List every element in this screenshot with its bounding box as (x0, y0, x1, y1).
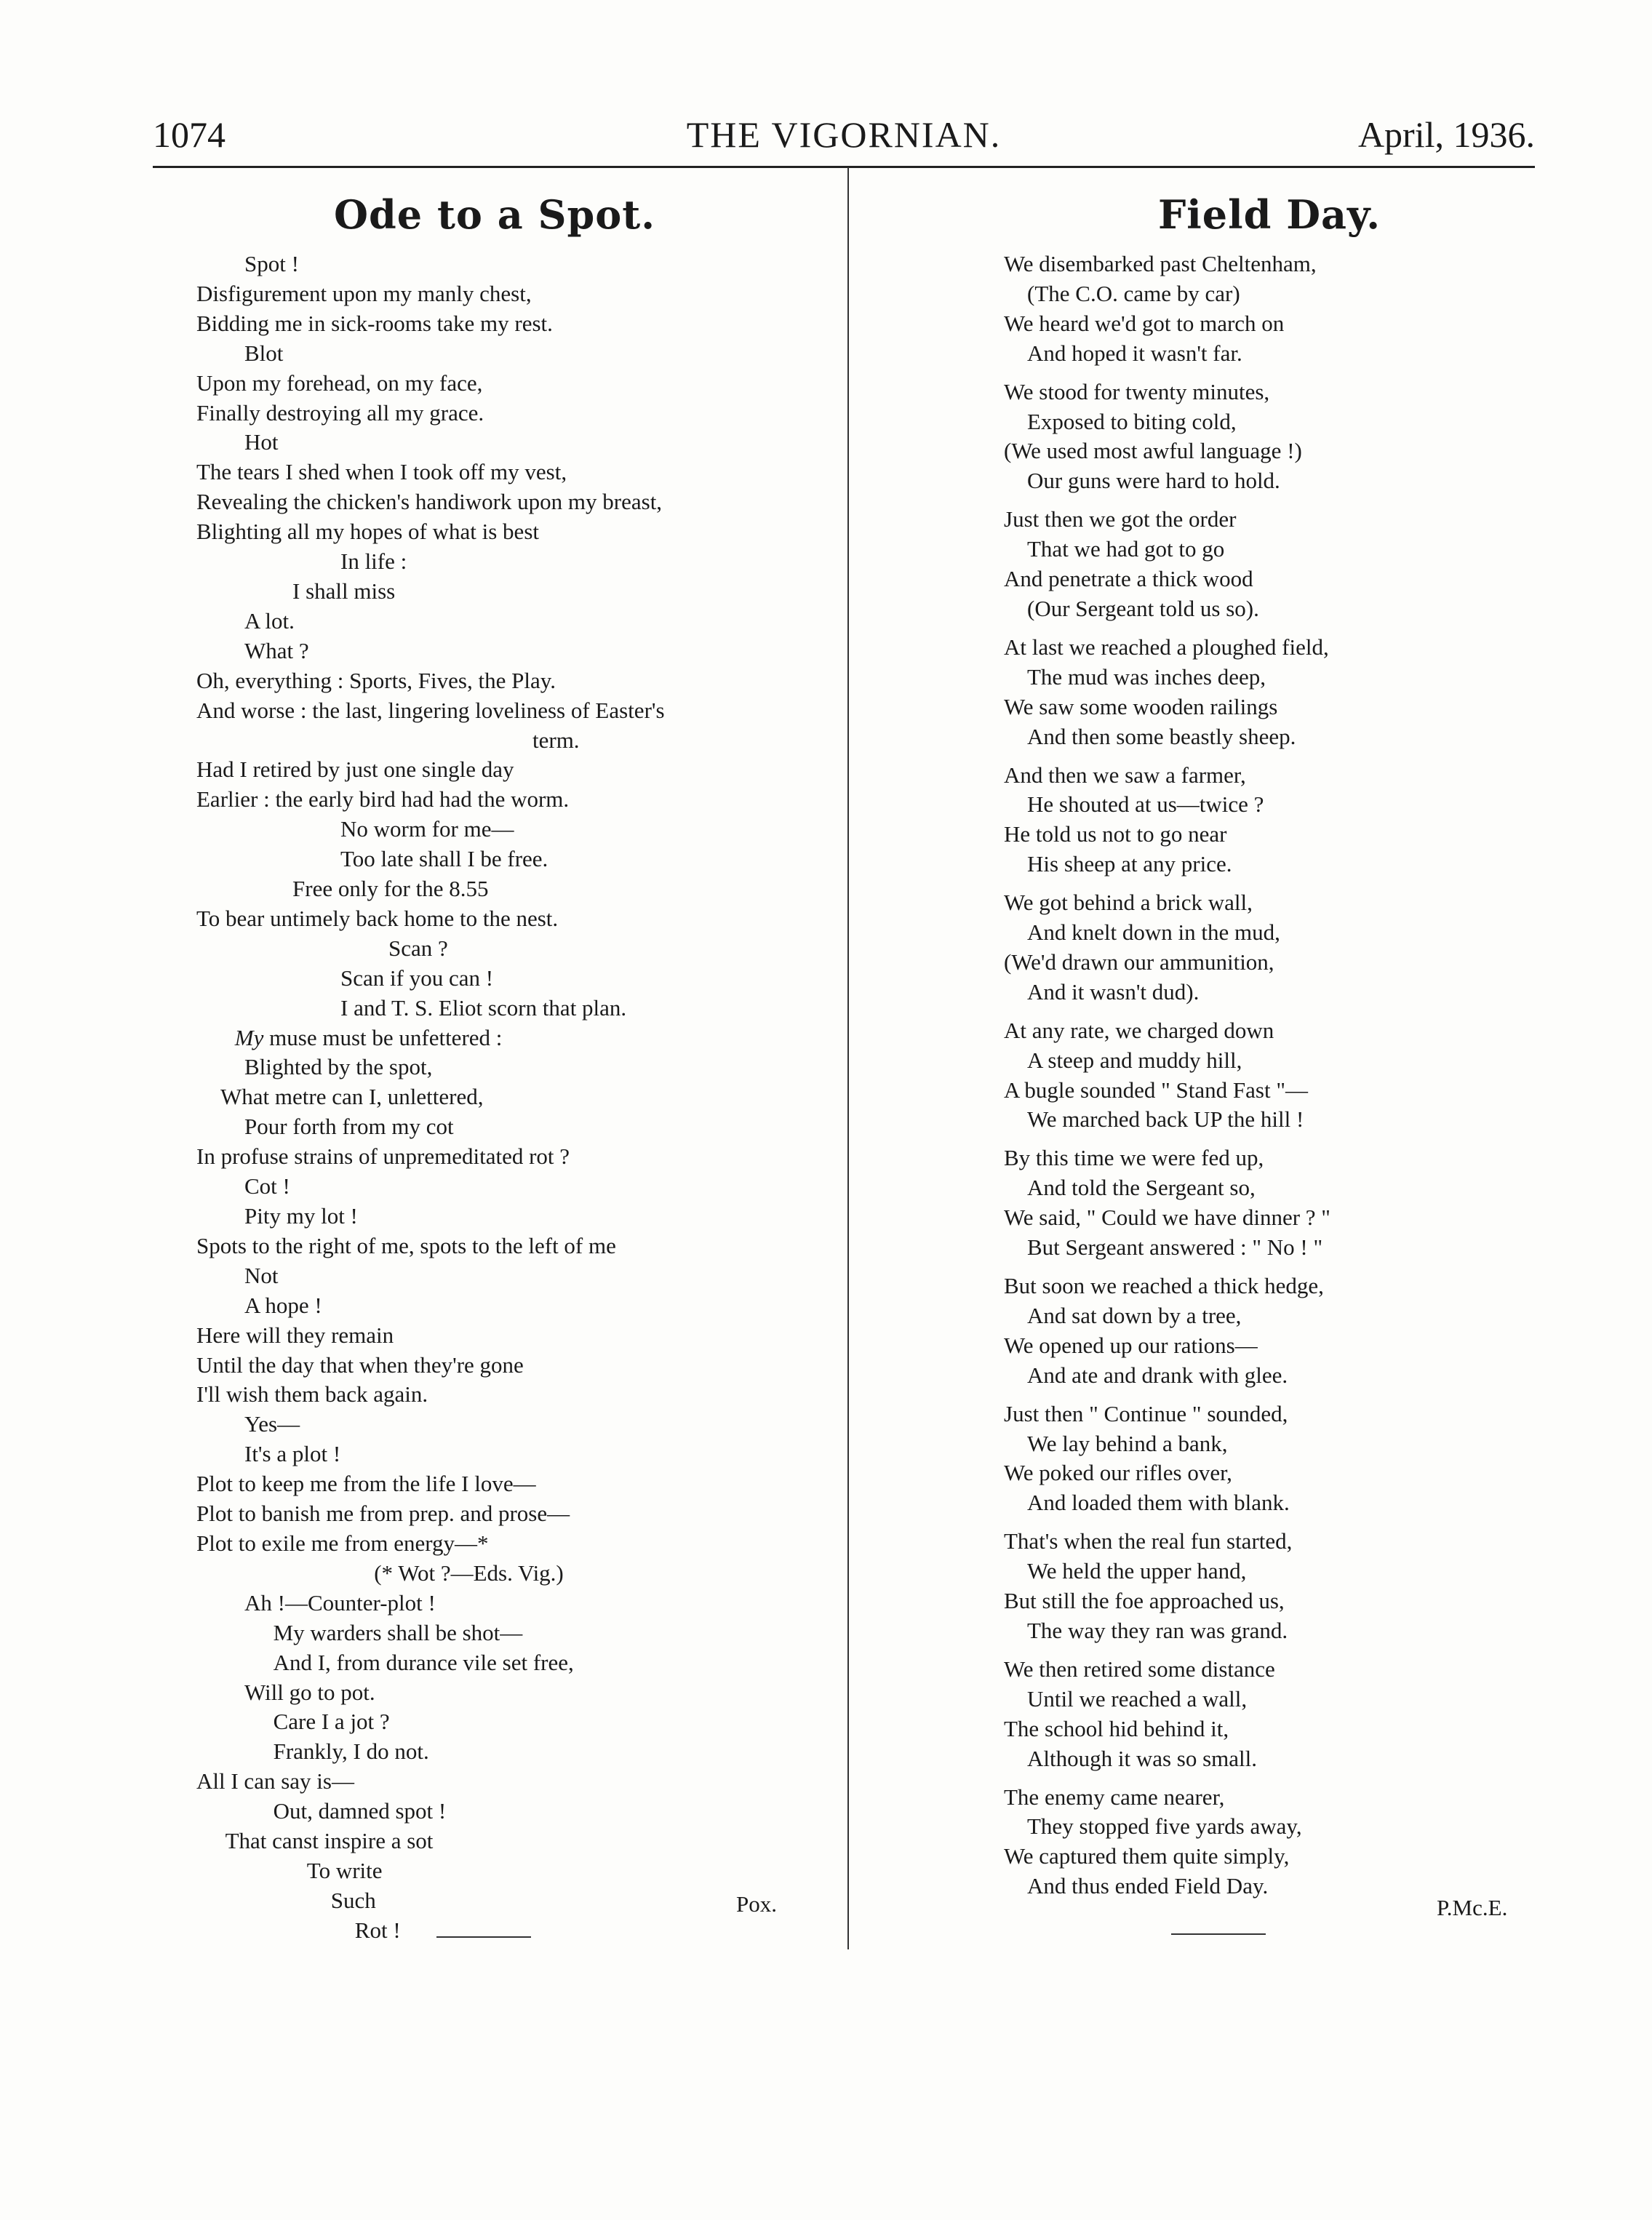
stanza (1004, 888, 1535, 1007)
poem-title-ode-to-a-spot: Ode to a Spot. (333, 191, 656, 238)
column-divider (847, 167, 849, 1949)
poem-line: Blighting all my hopes of what is best (196, 519, 539, 545)
poem-line: A hope ! (244, 1292, 322, 1318)
poem-title-field-day: Field Day. (1157, 191, 1381, 238)
poem-line: Rot ! (354, 1917, 401, 1943)
poem-line: I and T. S. Eliot scorn that plan. (340, 994, 627, 1021)
poem-line: Had I retired by just one single day (196, 756, 514, 783)
poem-line: The way they ran was grand. (1027, 1617, 1288, 1643)
poem-line: My muse must be unfettered : (234, 1024, 503, 1050)
poem-line: The school hid behind it, (1004, 1715, 1229, 1741)
poem-line: Yes— (244, 1411, 300, 1437)
poem-line: A bugle sounded " Stand Fast "— (1004, 1077, 1308, 1103)
signature-pmce: P.Mc.E. (1437, 1895, 1508, 1920)
stanza (1004, 1527, 1535, 1646)
poem-line: We stood for twenty minutes, (1004, 378, 1270, 404)
poem-line: We captured them quite simply, (1004, 1843, 1290, 1869)
poem-body-ode-to-a-spot (196, 249, 793, 1946)
poem-line: We opened up our rations— (1004, 1332, 1258, 1358)
poem-line: The enemy came nearer, (1004, 1784, 1225, 1810)
poem-line: In life : (340, 548, 407, 575)
poem-line: No worm for me— (340, 816, 514, 842)
stanza (1004, 1655, 1535, 1774)
poem-line: The tears I shed when I took off my vest, (196, 459, 567, 485)
stanza (1004, 378, 1535, 497)
poem-line: Care I a jot ? (273, 1709, 390, 1735)
poem-line: Will go to pot. (244, 1679, 375, 1705)
poem-line: By this time we were fed up, (1004, 1145, 1264, 1171)
poem-line: We then retired some distance (1004, 1656, 1275, 1682)
poem-line: And then we saw a farmer, (1004, 762, 1246, 788)
poem-line: Free only for the 8.55 (292, 876, 489, 902)
poem-line: Until the day that when they're gone (196, 1351, 524, 1378)
poem-line: Our guns were hard to hold. (1027, 468, 1280, 494)
poem-line: (* Wot ?—Eds. Vig.) (374, 1560, 564, 1586)
poem-line: And told the Sergeant so, (1027, 1175, 1256, 1201)
poem-line: But Sergeant answered : " No ! " (1027, 1234, 1323, 1261)
poem-line: Such (330, 1887, 376, 1913)
poem-line: And knelt down in the mud, (1027, 919, 1280, 946)
poem-line: What ? (244, 637, 309, 663)
stanza (1004, 249, 1535, 369)
page-header (153, 109, 1535, 167)
poem-line: Oh, everything : Sports, Fives, the Play. (196, 667, 556, 693)
poem-line: (The C.O. came by car) (1027, 280, 1240, 306)
poem-line: And penetrate a thick wood (1004, 566, 1253, 592)
poem-line: At any rate, we charged down (1004, 1017, 1274, 1043)
poem-line: And loaded them with blank. (1027, 1490, 1290, 1516)
poem-line: That's when the real fun started, (1004, 1528, 1293, 1554)
poem-line: A lot. (244, 607, 295, 634)
stanza (1004, 1016, 1535, 1135)
page-number: 1074 (153, 114, 226, 155)
poem-line: A steep and muddy hill, (1027, 1047, 1242, 1073)
poem-line: Pity my lot ! (244, 1203, 358, 1229)
poem-line: We lay behind a bank, (1027, 1430, 1228, 1456)
poem-line: Revealing the chicken's handiwork upon my breast, (196, 489, 663, 515)
poem-line: We heard we'd got to march on (1004, 310, 1285, 336)
poem-line: It's a plot ! (244, 1441, 341, 1467)
stanza (1004, 633, 1535, 752)
poem-line: term. (532, 727, 580, 753)
poem-line: And then some beastly sheep. (1027, 723, 1296, 749)
poem-line: That canst inspire a sot (225, 1828, 434, 1854)
end-rule-right (1171, 1933, 1266, 1935)
poem-line: I shall miss (292, 578, 396, 604)
poem-line: Disfigurement upon my manly chest, (196, 280, 532, 306)
poem-line: And thus ended Field Day. (1027, 1873, 1269, 1899)
stanza (1004, 1783, 1535, 1902)
poem-line: Spots to the right of me, spots to the left of me (196, 1232, 616, 1258)
poem-line: Upon my forehead, on my face, (196, 370, 483, 396)
poem-line: Too late shall I be free. (340, 846, 548, 872)
poem-line: Not (244, 1262, 279, 1288)
poem-line: But soon we reached a thick hedge, (1004, 1273, 1324, 1298)
poem-line: Hot (244, 429, 279, 455)
poem-line: We disembarked past Cheltenham, (1004, 251, 1317, 276)
poem-line: Blighted by the spot, (244, 1054, 433, 1080)
poem-line: Exposed to biting cold, (1027, 408, 1237, 434)
poem-line: And ate and drank with glee. (1027, 1362, 1288, 1388)
poem-line: Out, damned spot ! (273, 1798, 447, 1824)
poem-line: To write (306, 1857, 383, 1883)
poem-line: We got behind a brick wall, (1004, 890, 1253, 916)
poem-body-field-day (1004, 249, 1535, 1901)
poem-line: (We'd drawn our ammunition, (1004, 949, 1274, 975)
issue-date: April, 1936. (1357, 114, 1535, 155)
poem-line: I'll wish them back again. (196, 1381, 428, 1408)
poem-line: At last we reached a ploughed field, (1004, 634, 1329, 660)
poem-line: Blot (244, 340, 284, 366)
poem-line: Ah !—Counter-plot ! (244, 1589, 436, 1616)
stanza (1004, 1143, 1535, 1263)
poem-line: His sheep at any price. (1027, 851, 1232, 877)
signature-pox: Pox. (736, 1891, 777, 1917)
poem-line: And sat down by a tree, (1027, 1302, 1242, 1328)
poem-line: Just then we got the order (1004, 506, 1237, 532)
publication-title: THE VIGORNIAN. (686, 114, 1002, 155)
poem-line: Frankly, I do not. (273, 1738, 429, 1765)
poem-line: To bear untimely back home to the nest. (196, 905, 559, 931)
poem-line: We held the upper hand, (1027, 1558, 1247, 1584)
left-column (196, 185, 793, 1946)
poem-line: That we had got to go (1027, 536, 1225, 562)
poem-line: Here will they remain (196, 1322, 394, 1348)
stanza (1004, 505, 1535, 624)
poem-line: The mud was inches deep, (1027, 663, 1266, 690)
poem-line: Plot to keep me from the life I love— (196, 1471, 536, 1497)
stanza (1004, 1400, 1535, 1519)
poem-line: We said, " Could we have dinner ? " (1004, 1205, 1330, 1231)
poem-line: (Our Sergeant told us so). (1027, 595, 1259, 621)
poem-line: And it wasn't dud). (1027, 978, 1200, 1005)
poem-line: In profuse strains of unpremeditated rot ? (196, 1143, 570, 1170)
poem-line: Scan if you can ! (340, 965, 494, 991)
poem-line: All I can say is— (196, 1768, 354, 1794)
poem-line: We marched back UP the hill ! (1027, 1106, 1304, 1133)
poem-line: And I, from durance vile set free, (273, 1649, 574, 1675)
poem-line: Earlier : the early bird had had the worm. (196, 786, 570, 812)
poem-line: Pour forth from my cot (244, 1114, 454, 1140)
stanza (1004, 761, 1535, 880)
poem-line: Scan ? (388, 935, 448, 961)
poem-line: He told us not to go near (1004, 821, 1227, 847)
poem-line: Although it was so small. (1027, 1745, 1258, 1771)
poem-line: Spot ! (244, 251, 299, 276)
poem-line: They stopped five yards away, (1027, 1813, 1302, 1840)
poem-line: My warders shall be shot— (273, 1619, 523, 1645)
poem-line: Finally destroying all my grace. (196, 399, 484, 426)
poem-line: Just then " Continue " sounded, (1004, 1400, 1288, 1426)
poem-line: But still the foe approached us, (1004, 1588, 1285, 1614)
poem-line: He shouted at us—twice ? (1027, 791, 1264, 818)
poem-line: Bidding me in sick-rooms take my rest. (196, 310, 553, 336)
poem-line: Plot to banish me from prep. and prose— (196, 1501, 570, 1527)
poem-line: And hoped it wasn't far. (1027, 340, 1242, 366)
header-rule (153, 166, 1535, 168)
poem-line: Until we reached a wall, (1027, 1685, 1248, 1712)
poem-line: What metre can I, unlettered, (220, 1084, 484, 1110)
stanza (1004, 1271, 1535, 1391)
end-rule-left (436, 1936, 531, 1938)
poem-line: Cot ! (244, 1173, 290, 1199)
poem-line: And worse : the last, lingering loveliness of Easter's (196, 697, 665, 723)
poem-line: Plot to exile me from energy—* (196, 1530, 489, 1556)
right-column (1004, 185, 1535, 1910)
poem-line: We poked our rifles over, (1004, 1460, 1232, 1486)
poem-line: (We used most awful language !) (1004, 438, 1302, 464)
poem-line: We saw some wooden railings (1004, 693, 1278, 719)
